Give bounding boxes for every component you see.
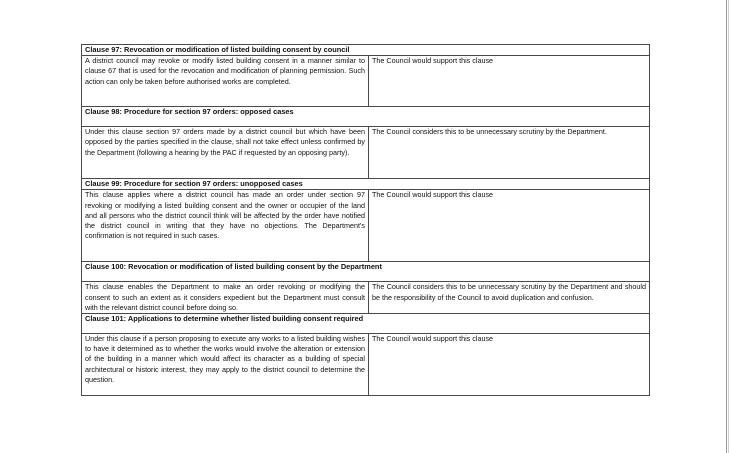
- clause-heading: Clause 97: Revocation or modification of listed building consent by council: [82, 45, 650, 56]
- clause-heading: Clause 100: Revocation or modification of listed building consent by the Department: [82, 262, 650, 282]
- clause-body-row: [82, 334, 650, 396]
- council-response: The Council considers this to be unnecessary scrutiny by the Department and should be the responsibility of the Council to avoid duplication and confusion.: [369, 282, 650, 314]
- clause-heading: Clause 101: Applications to determine whether listed building consent required: [82, 314, 650, 334]
- clause-heading-row: [82, 262, 650, 282]
- clause-body-row: [82, 282, 650, 314]
- council-response: The Council would support this clause: [369, 190, 650, 262]
- clause-body-row: [82, 127, 650, 179]
- clause-body-row: [82, 56, 650, 107]
- clause-description: Under this clause section 97 orders made by a district council but which have been opposed by the parties specified in the clause, shall not take effect unless confirmed by the Department (following a hearing by the PAC if requested by an opposing party).: [82, 127, 369, 179]
- clause-heading-row: [82, 179, 650, 190]
- clause-heading: Clause 99: Procedure for section 97 orders: unopposed cases: [82, 179, 650, 190]
- clause-description: Under this clause if a person proposing to execute any works to a listed building wishes to have it determined as to whether the works would involve the alteration or extension of the building in a manner which would affect its character as a building of special architectural or historic interest, they may apply to the district council to determine the question.: [82, 334, 369, 396]
- page-edge-shadow: [728, 0, 729, 453]
- council-response: The Council would support this clause: [369, 56, 650, 107]
- council-response: The Council would support this clause: [369, 334, 650, 396]
- clause-body-row: [82, 190, 650, 262]
- clause-response-table: [81, 44, 650, 396]
- clause-heading-row: [82, 107, 650, 127]
- clause-description: This clause enables the Department to make an order revoking or modifying the consent to such an extent as it considers expedient but the Department must consult with the relevant district council before doing so.: [82, 282, 369, 314]
- council-response: The Council considers this to be unnecessary scrutiny by the Department.: [369, 127, 650, 179]
- clause-heading-row: [82, 45, 650, 56]
- page-edge-line: [726, 0, 727, 453]
- clause-description: A district council may revoke or modify listed building consent in a manner similar to clause 67 that is used for the revocation and modification of planning permission. Such action can only be taken before authorised works are completed.: [82, 56, 369, 107]
- clause-heading-row: [82, 314, 650, 334]
- clause-description: This clause applies where a district council has made an order under section 97 revoking or modifying a listed building consent and the owner or occupier of the land and all persons who the district council think will be affected by the order have notified the district council in writing that they have no objections. The Department's confirmation is not required in such cases.: [82, 190, 369, 262]
- clause-heading: Clause 98: Procedure for section 97 orders: opposed cases: [82, 107, 650, 127]
